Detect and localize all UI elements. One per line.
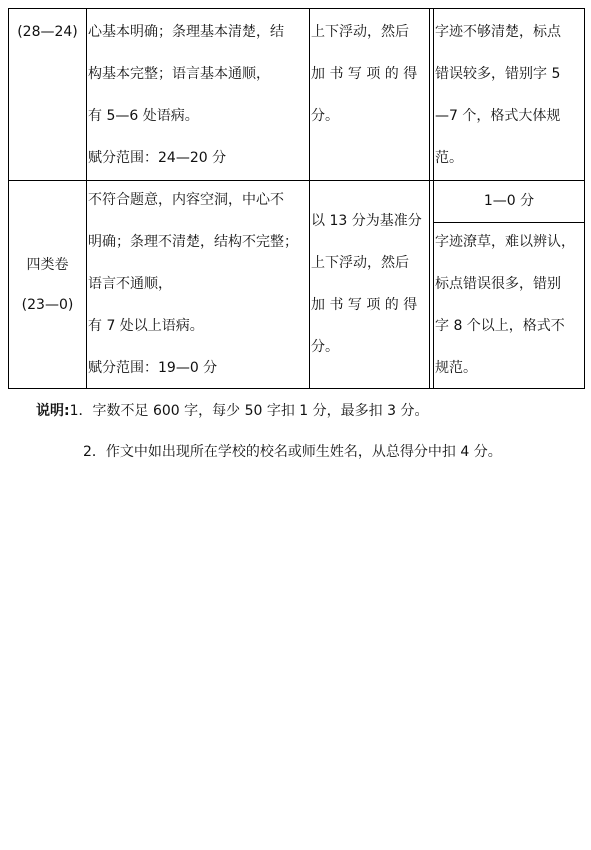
writing-base-row1-line3: 分。: [311, 108, 339, 124]
criteria-row2-line2: 明确；条理不清楚，结构不完整；: [88, 234, 298, 250]
writing-deduct-row1-line3: —7 个，格式大体规: [435, 108, 561, 124]
note-item-1-text: 1．字数不足 600 字，每少 50 字扣 1 分，最多扣 3 分。: [69, 403, 429, 419]
writing-deduct-row1-line1: 字迹不够清楚，标点: [435, 24, 561, 40]
criteria-row1-line4: 赋分范围：24—20 分: [88, 150, 227, 166]
criteria-row2-line3: 语言不通顺，: [88, 276, 172, 292]
criteria-row1-line1: 心基本明确；条理基本清楚，结: [88, 24, 284, 40]
col-divider-3a: [429, 8, 430, 389]
criteria-row1-line3: 有 5—6 处语病。: [88, 108, 199, 124]
writing-deduct-row2-line1: 字迹潦草，难以辨认，: [435, 234, 575, 250]
score-divider: [434, 222, 585, 223]
table-border-left: [8, 8, 9, 389]
criteria-row2-line1: 不符合题意，内容空洞，中心不: [88, 192, 284, 208]
writing-base-row2-line2: 上下浮动，然后: [311, 255, 409, 271]
table-row-divider: [8, 180, 585, 181]
writing-base-row2-line3: 加 书 写 项 的 得: [311, 297, 418, 313]
writing-base-row1-line2: 加 书 写 项 的 得: [311, 66, 418, 82]
table-border-right: [584, 8, 585, 389]
col-divider-1: [86, 8, 87, 389]
grade-name-row2: 四类卷: [26, 257, 69, 273]
writing-deduct-row1-line2: 错误较多，错别字 5: [435, 66, 561, 82]
notes-label: 说明:: [36, 403, 70, 419]
writing-base-row2-line1: 以 13 分为基准分: [311, 213, 422, 229]
writing-deduct-row2-line3: 字 8 个以上，格式不: [435, 318, 565, 334]
note-item-2: 2．作文中如出现所在学校的校名或师生姓名，从总得分中扣 4 分。: [83, 444, 502, 460]
writing-base-row2-line4: 分。: [311, 339, 339, 355]
writing-deduct-row1-line4: 范。: [435, 150, 463, 166]
grade-range-row1: (28—24): [17, 24, 78, 40]
criteria-row1-line2: 构基本完整；语言基本通顺，: [88, 66, 270, 82]
note-item-1: [36, 401, 428, 421]
writing-score-row2: 1—0 分: [483, 193, 535, 209]
table-border-bottom: [8, 388, 585, 389]
criteria-row2-line4: 有 7 处以上语病。: [88, 318, 204, 334]
writing-deduct-row2-line2: 标点错误很多，错别: [435, 276, 561, 292]
criteria-row2-line5: 赋分范围：19—0 分: [88, 360, 218, 376]
col-divider-2: [309, 8, 310, 389]
writing-base-row1-line1: 上下浮动，然后: [311, 24, 409, 40]
writing-deduct-row2-line4: 规范。: [435, 360, 477, 376]
grade-range-row2: (23—0): [21, 297, 74, 313]
table-border-top: [8, 8, 585, 9]
